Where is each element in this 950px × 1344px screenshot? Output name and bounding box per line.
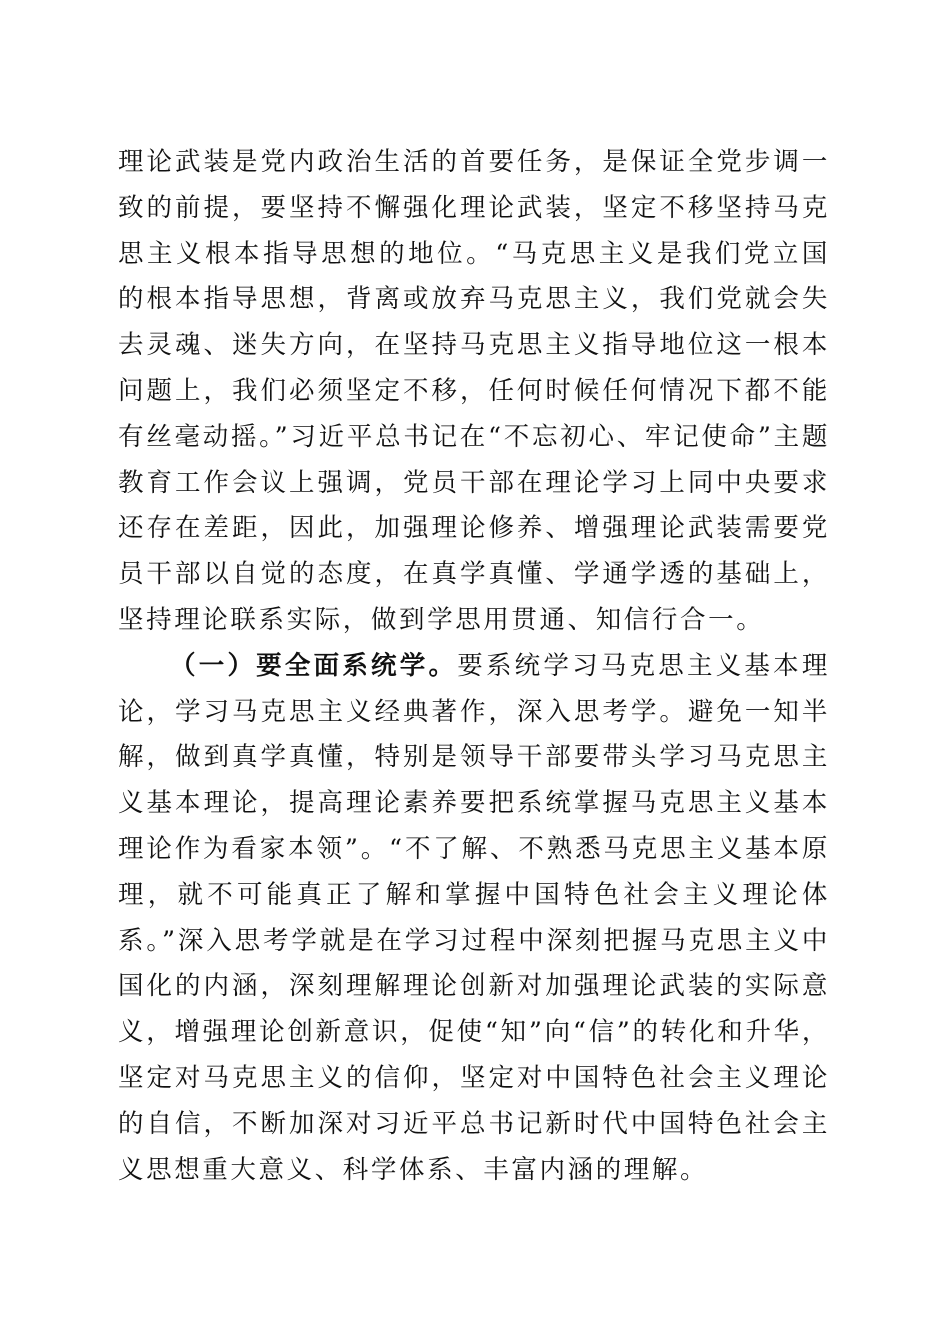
paragraph-theory-armament: 理论武装是党内政治生活的首要任务，是保证全党步调一致的前提，要坚持不懈强化理论武装，坚定不移坚持马克思主义根本指导思想的地位。“马克思主义是我们党立国的根本指导思想，背离或放弃马克思主义，我们党就会失去灵魂、迷失方向，在坚持马克思主义指导地位这一根本问题上，我们必须坚定不移，任何时候任何情况下都不能有丝毫动摇。”习近平总书记在“不忘初心、牢记使命”主题教育工作会议上强调，党员干部在理论学习上同中央要求还存在差距，因此，加强理论修养、增强理论武装需要党员干部以自觉的态度，在真学真懂、学通学透的基础上，坚持理论联系实际，做到学思用贯通、知信行合一。 bbox=[118, 147, 830, 635]
paragraph-comprehensive-study bbox=[118, 644, 830, 1194]
document-body bbox=[118, 140, 830, 1193]
section-body-text: 要系统学习马克思主义基本理论，学习马克思主义经典著作，深入思考学。避免一知半解，做到真学真懂，特别是领导干部要带头学习马克思主义基本理论，提高理论素养要把系统掌握马克思主义基本理论作为看家本领”。“不了解、不熟悉马克思主义基本原理，就不可能真正了解和掌握中国特色社会主义理论体系。”深入思考学就是在学习过程中深刻把握马克思主义中国化的内涵，深刻理解理论创新对加强理论武装的实际意义，增强理论创新意识，促使“知”向“信”的转化和升华，坚定对马克思主义的信仰，坚定对中国特色社会主义理论的自信，不断加深对习近平总书记新时代中国特色社会主义思想重大意义、科学体系、丰富内涵的理解。 bbox=[118, 650, 830, 1185]
section-heading: （一）要全面系统学。 bbox=[170, 650, 458, 681]
